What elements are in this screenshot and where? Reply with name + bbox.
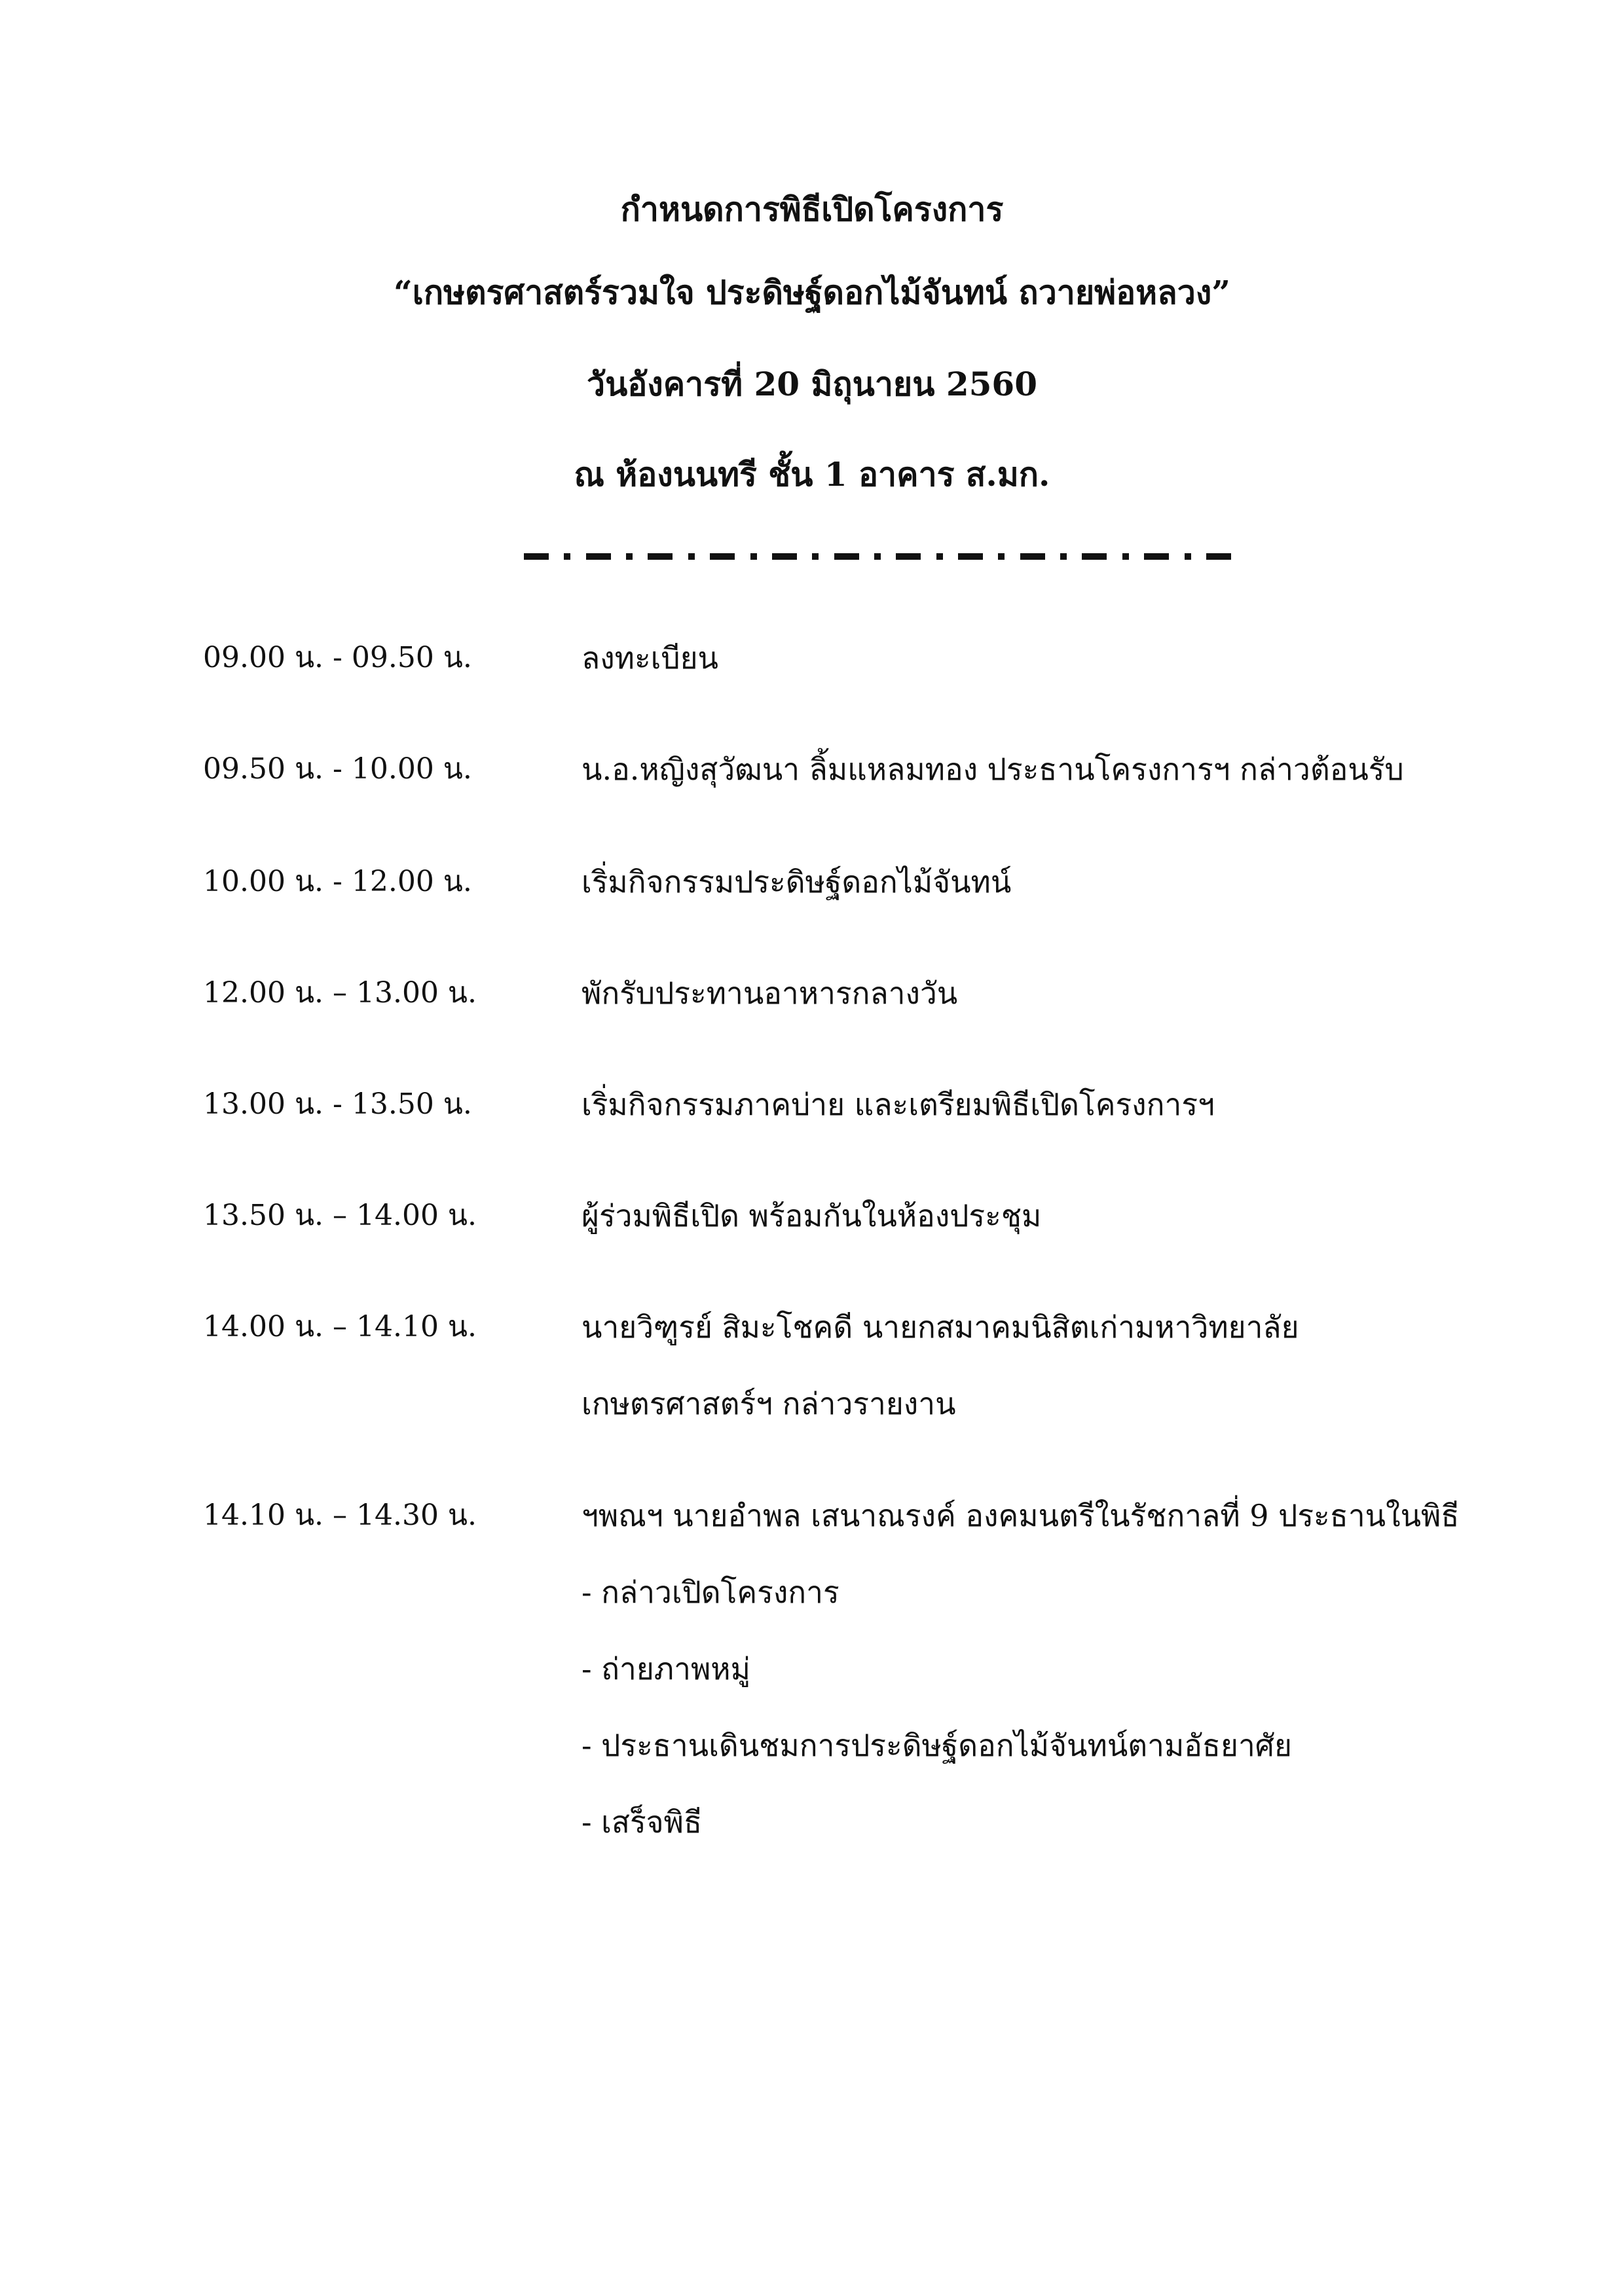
event-venue: ณ ห้องนนทรี ชั้น 1 อาคาร ส.มก. xyxy=(574,455,1050,494)
schedule-time: 13.00 น. - 13.50 น. xyxy=(203,1087,472,1121)
schedule-description xyxy=(581,862,1564,902)
schedule-time: 14.10 น. – 14.30 น. xyxy=(203,1499,477,1532)
schedule-description-line: เริ่มกิจกรรมประดิษฐ์ดอกไม้จันทน์ xyxy=(581,864,1012,900)
dash-dot-divider xyxy=(524,552,1231,561)
schedule-description-line: ฯพณฯ นายอำพล เสนาณรงค์ องคมนตรีในรัชกาลที่ 9 ประธานในพิธี xyxy=(581,1498,1460,1533)
schedule-description-line: เริ่มกิจกรรมภาคบ่าย และเตรียมพิธีเปิดโครงการฯ xyxy=(581,1087,1215,1122)
document-title: กำหนดการพิธีเปิดโครงการ xyxy=(620,190,1004,228)
schedule-description xyxy=(581,1085,1564,1124)
schedule-sub-item: - เสร็จพิธี xyxy=(581,1804,703,1840)
schedule-description-line: ลงทะเบียน xyxy=(581,640,718,676)
schedule-sub-item: - กล่าวเปิดโครงการ xyxy=(581,1575,840,1610)
schedule-time: 14.00 น. – 14.10 น. xyxy=(203,1310,477,1343)
schedule-description-line: เกษตรศาสตร์ฯ กล่าวรายงาน xyxy=(581,1386,956,1421)
schedule-time: 13.50 น. – 14.00 น. xyxy=(203,1199,477,1232)
schedule-time: 09.50 น. - 10.00 น. xyxy=(203,752,472,786)
project-name: “เกษตรศาสตร์รวมใจ ประดิษฐ์ดอกไม้จันทน์ ถวายพ่อหลวง” xyxy=(393,273,1230,312)
event-date: วันอังคารที่ 20 มิถุนายน 2560 xyxy=(587,365,1037,403)
schedule-description xyxy=(581,638,1564,678)
schedule-description-line: นายวิฑูรย์ สิมะโชคดี นายกสมาคมนิสิตเก่ามหาวิทยาลัย xyxy=(581,1309,1299,1345)
schedule-description xyxy=(581,1496,1564,1842)
schedule-description xyxy=(581,750,1564,789)
schedule-description xyxy=(581,1196,1564,1235)
schedule-time: 10.00 น. - 12.00 น. xyxy=(203,865,472,898)
schedule-sub-item: - ประธานเดินชมการประดิษฐ์ดอกไม้จันทน์ตามอัธยาศัย xyxy=(581,1728,1292,1763)
schedule-description-line: พักรับประทานอาหารกลางวัน xyxy=(581,975,958,1011)
schedule-description xyxy=(581,974,1564,1013)
schedule-time: 09.00 น. - 09.50 น. xyxy=(203,641,472,674)
schedule-description xyxy=(581,1307,1564,1423)
schedule-description-line: น.อ.หญิงสุวัฒนา ลิ้มแหลมทอง ประธานโครงการฯ กล่าวต้อนรับ xyxy=(581,752,1404,787)
schedule-time: 12.00 น. – 13.00 น. xyxy=(203,976,477,1010)
schedule-description-line: ผู้ร่วมพิธีเปิด พร้อมกันในห้องประชุม xyxy=(581,1198,1042,1233)
schedule-sub-item: - ถ่ายภาพหมู่ xyxy=(581,1651,750,1686)
